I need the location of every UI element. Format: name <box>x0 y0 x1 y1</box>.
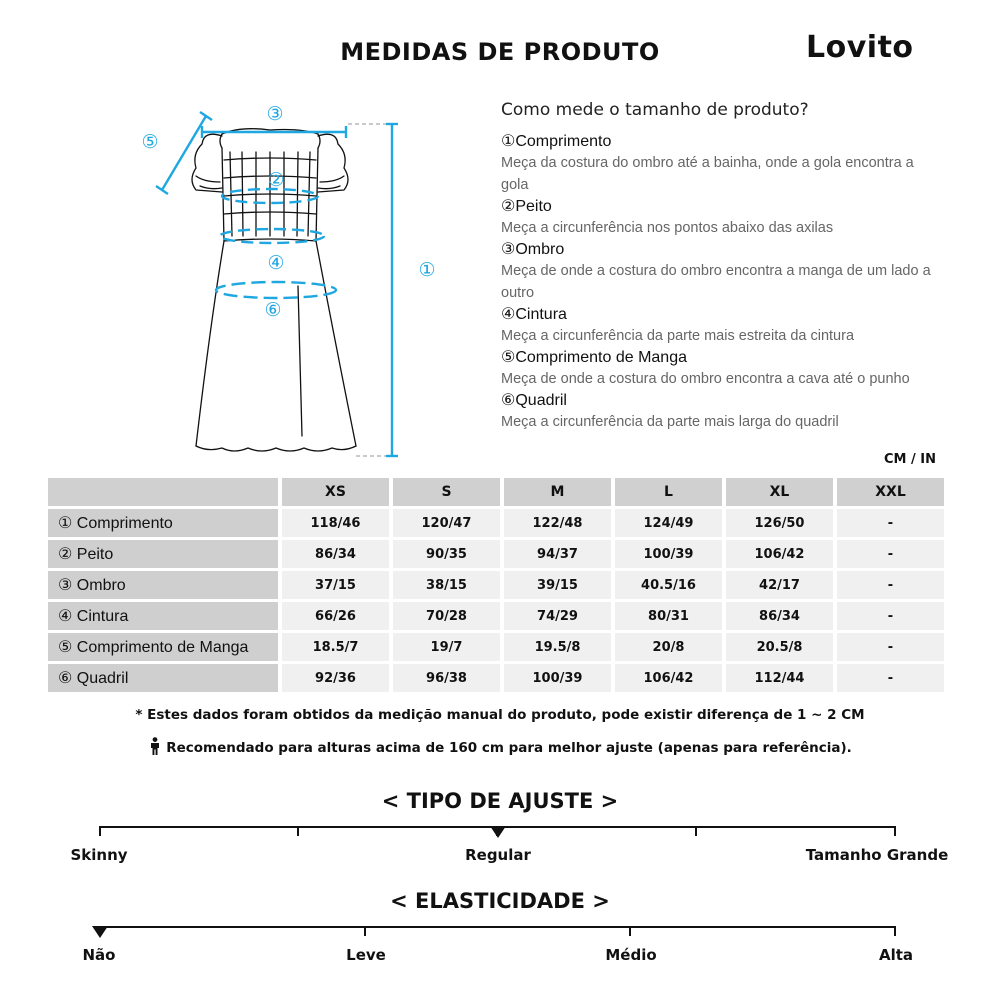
table-cell: 122/48 <box>504 509 611 537</box>
table-cell: 37/15 <box>282 571 389 599</box>
fit-label-skinny: Skinny <box>70 846 128 864</box>
table-cell: 39/15 <box>504 571 611 599</box>
table-cell: 90/35 <box>393 540 500 568</box>
measurement-guide <box>501 100 941 434</box>
table-cell: 86/34 <box>726 602 833 630</box>
table-cell: - <box>837 602 944 630</box>
table-cell: - <box>837 664 944 692</box>
marker-waist: ④ <box>267 252 285 274</box>
elasticity-marker <box>92 926 108 938</box>
row-label: ② Peito <box>48 540 278 568</box>
marker-hip: ⑥ <box>264 299 282 321</box>
size-table <box>48 478 946 695</box>
table-cell: - <box>837 509 944 537</box>
table-row <box>48 540 946 568</box>
scale-tick <box>894 926 896 936</box>
table-cell: - <box>837 571 944 599</box>
guide-item-title: ①Comprimento <box>501 133 612 150</box>
dress-illustration <box>130 96 460 466</box>
scale-tick <box>297 826 299 836</box>
size-header: XS <box>282 478 389 506</box>
elasticity-scale <box>99 926 896 940</box>
table-row <box>48 633 946 661</box>
table-cell: 96/38 <box>393 664 500 692</box>
guide-item-title: ⑤Comprimento de Manga <box>501 349 687 366</box>
fit-type-scale <box>99 826 896 840</box>
guide-item-desc: Meça de onde a costura do ombro encontra a cava até o punho <box>501 371 910 387</box>
guide-item-desc: Meça a circunferência da parte mais estreita da cintura <box>501 328 855 344</box>
brand-logo: Lovito <box>806 30 914 65</box>
table-row <box>48 602 946 630</box>
person-icon <box>148 737 162 755</box>
table-cell: - <box>837 633 944 661</box>
scale-tick <box>364 926 366 936</box>
row-label: ④ Cintura <box>48 602 278 630</box>
size-header: XL <box>726 478 833 506</box>
marker-length: ① <box>418 259 436 281</box>
elasticity-label-high: Alta <box>878 946 914 964</box>
table-cell: 100/39 <box>504 664 611 692</box>
table-cell: 19/7 <box>393 633 500 661</box>
marker-chest: ② <box>267 169 285 191</box>
size-header: M <box>504 478 611 506</box>
table-cell: 106/42 <box>726 540 833 568</box>
table-row <box>48 509 946 537</box>
row-label: ① Comprimento <box>48 509 278 537</box>
table-cell: 20.5/8 <box>726 633 833 661</box>
elasticity-label-none: Não <box>82 946 116 964</box>
table-cell: 92/36 <box>282 664 389 692</box>
table-cell: 112/44 <box>726 664 833 692</box>
page-title: MEDIDAS DE PRODUTO <box>340 38 660 66</box>
height-note <box>0 737 1000 756</box>
scale-tick <box>894 826 896 836</box>
table-cell: 106/42 <box>615 664 722 692</box>
table-row <box>48 664 946 692</box>
scale-tick <box>695 826 697 836</box>
guide-item-desc: Meça de onde a costura do ombro encontra a manga de um lado a outro <box>501 263 931 301</box>
table-cell: 19.5/8 <box>504 633 611 661</box>
table-row <box>48 571 946 599</box>
row-label: ⑥ Quadril <box>48 664 278 692</box>
elasticity-title: < ELASTICIDADE > <box>390 889 610 913</box>
guide-item-desc: Meça a circunferência da parte mais larga do quadril <box>501 414 839 430</box>
guide-item-title: ④Cintura <box>501 306 567 323</box>
elasticity-label-medium: Médio <box>605 946 657 964</box>
guide-item-desc: Meça da costura do ombro até a bainha, onde a gola encontra a gola <box>501 155 914 193</box>
scale-line <box>99 926 896 928</box>
marker-sleeve: ⑤ <box>141 131 159 153</box>
table-cell: 42/17 <box>726 571 833 599</box>
table-cell: 38/15 <box>393 571 500 599</box>
marker-shoulder: ③ <box>266 103 284 125</box>
table-cell: 124/49 <box>615 509 722 537</box>
scale-tick <box>99 826 101 836</box>
table-cell: - <box>837 540 944 568</box>
height-note-text: Recomendado para alturas acima de 160 cm para melhor ajuste (apenas para referência). <box>166 740 852 756</box>
table-cell: 100/39 <box>615 540 722 568</box>
table-cell: 80/31 <box>615 602 722 630</box>
table-cell: 70/28 <box>393 602 500 630</box>
guide-heading: Como mede o tamanho de produto? <box>501 100 809 120</box>
table-cell: 40.5/16 <box>615 571 722 599</box>
size-header: S <box>393 478 500 506</box>
table-cell: 94/37 <box>504 540 611 568</box>
table-cell: 66/26 <box>282 602 389 630</box>
row-label: ③ Ombro <box>48 571 278 599</box>
table-cell: 86/34 <box>282 540 389 568</box>
table-corner-cell <box>48 478 278 506</box>
fit-label-large: Tamanho Grande <box>805 846 949 864</box>
table-cell: 20/8 <box>615 633 722 661</box>
fit-label-regular: Regular <box>465 846 531 864</box>
guide-item-title: ③Ombro <box>501 241 565 258</box>
fit-type-title: < TIPO DE AJUSTE > <box>381 789 619 813</box>
guide-item-desc: Meça a circunferência nos pontos abaixo das axilas <box>501 220 834 236</box>
fit-type-marker <box>490 826 506 838</box>
elasticity-label-light: Leve <box>346 946 386 964</box>
table-header-row <box>48 478 946 506</box>
table-cell: 118/46 <box>282 509 389 537</box>
row-label: ⑤ Comprimento de Manga <box>48 633 278 661</box>
size-header: L <box>615 478 722 506</box>
table-cell: 120/47 <box>393 509 500 537</box>
guide-item-title: ⑥Quadril <box>501 392 567 409</box>
table-cell: 18.5/7 <box>282 633 389 661</box>
unit-label: CM / IN <box>884 452 936 467</box>
measurement-note: * Estes dados foram obtidos da medição manual do produto, pode existir diferença de 1 ~ 2 CM <box>135 707 865 723</box>
table-cell: 74/29 <box>504 602 611 630</box>
scale-tick <box>629 926 631 936</box>
size-header: XXL <box>837 478 944 506</box>
guide-item-title: ②Peito <box>501 198 552 215</box>
table-cell: 126/50 <box>726 509 833 537</box>
